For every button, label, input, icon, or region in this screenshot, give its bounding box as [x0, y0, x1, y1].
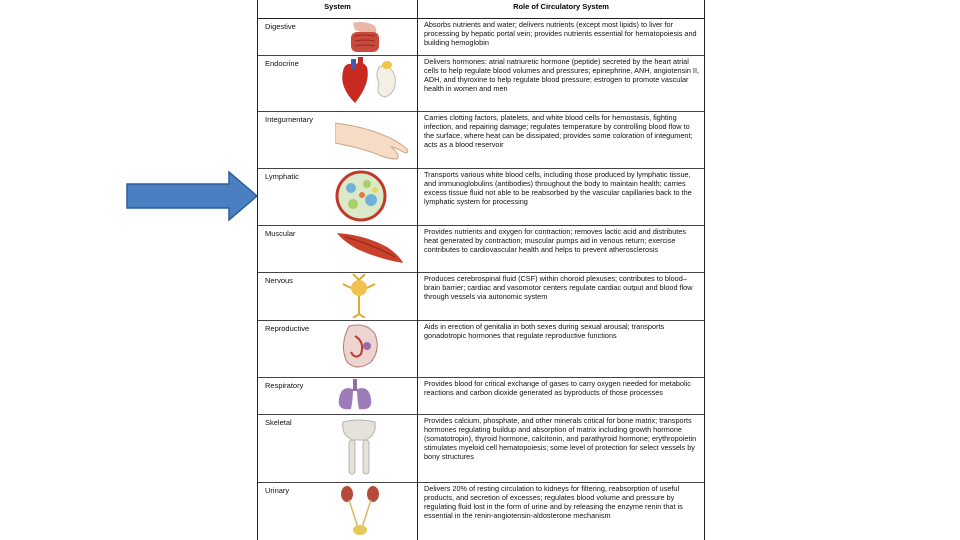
- system-name: Lymphatic: [265, 172, 299, 181]
- reproductive-organs-icon: [335, 322, 385, 376]
- role-description: Absorbs nutrients and water; delivers nutrients (except most lipids) to liver for processing by hepatic portal vein; provides nutrients essential for hematopoiesis and building hemoglobin: [424, 20, 697, 47]
- system-name: Integumentary: [265, 115, 313, 124]
- hand-skin-icon: [335, 113, 413, 165]
- table-row: [258, 482, 704, 540]
- system-name: Respiratory: [265, 381, 304, 390]
- neuron-icon: [335, 274, 385, 318]
- digestive-organs-icon: [335, 20, 395, 54]
- table-row: [258, 55, 704, 112]
- role-description: Produces cerebrospinal fluid (CSF) within choroid plexuses; contributes to blood–brain barrier; cardiac and vasomotor centers regulate cardiac output and blood flow through vessels via autonomic system: [424, 274, 693, 301]
- system-name: Nervous: [265, 276, 293, 285]
- system-name: Digestive: [265, 22, 296, 31]
- role-description: Carries clotting factors, platelets, and white blood cells for hemostasis, fighting infection, and repairing damage; regulates temperature by controlling blood flow to the surface, where heat can be dissipated; provides some coloration of integument; acts as a blood reservoir: [424, 113, 693, 149]
- table-row: [258, 18, 704, 56]
- role-description: Delivers 20% of resting circulation to kidneys for filtering, reabsorption of useful products, and secretion of excesses; regulates blood volume and pressure by regulating fluid lost in the form of urine and by releasing the enzyme renin that is essential in the renin-angiotensin-aldosterone mechanism: [424, 484, 683, 520]
- table-header: [258, 0, 704, 19]
- kidneys-bladder-icon: [335, 484, 385, 538]
- table-row: [258, 320, 704, 378]
- role-column-header: Role of Circulatory System: [513, 2, 609, 11]
- table-row: [258, 377, 704, 415]
- table-row: [258, 414, 704, 483]
- role-description: Provides blood for critical exchange of gases to carry oxygen needed for metabolic reactions and carbon dioxide generated as byproducts of those processes: [424, 379, 691, 397]
- table-row: [258, 272, 704, 321]
- role-description: Aids in erection of genitalia in both sexes during sexual arousal; transports gonadotropic hormones that regulate reproductive functions: [424, 322, 665, 340]
- lungs-icon: [335, 379, 375, 413]
- role-description: Provides calcium, phosphate, and other minerals critical for bone matrix; transports hormones regulating buildup and absorption of matrix including growth hormone (somatotropin), thyroid hormone, calcitonin, and parathyroid hormone; erythropoietin stimulates myeloid cell hematopoiesis; some level of protection for select vessels by bony structures: [424, 416, 697, 461]
- system-name: Muscular: [265, 229, 296, 238]
- table-row: [258, 168, 704, 226]
- system-name: Skeletal: [265, 418, 292, 427]
- circulatory-role-table: [257, 0, 705, 540]
- lymph-tissue-icon: [335, 170, 387, 222]
- table-row: [258, 225, 704, 273]
- muscle-icon: [335, 227, 405, 267]
- system-name: Endocrine: [265, 59, 299, 68]
- role-description: Provides nutrients and oxygen for contraction; removes lactic acid and distributes heat generated by contraction; muscular pumps aid in venous return; exercise contributes to cardiovascular health and helps to prevent atherosclerosis: [424, 227, 687, 254]
- role-description: Delivers hormones: atrial natriuretic hormone (peptide) secreted by the heart atrial cells to help regulate blood volumes and pressures; epinephrine, ANH, angiotensin II, ADH, and thyroxine to help regulate blood pressure; estrogen to promote vascular health in women and men: [424, 57, 700, 93]
- system-column-header: System: [258, 0, 418, 18]
- heart-and-kidney-icon: [335, 57, 407, 109]
- role-description: Transports various white blood cells, including those produced by lymphatic tissue, and immunoglobulins (antibodies) throughout the body to maintain health; carries excess tissue fluid not able to be reabsorbed by the vascular capillaries back to the lymphatic system for processing: [424, 170, 692, 206]
- pointer-arrow-icon: [125, 170, 259, 222]
- system-name: Reproductive: [265, 324, 310, 333]
- system-name: Urinary: [265, 486, 290, 495]
- table-row: [258, 111, 704, 169]
- skeleton-icon: [335, 416, 385, 478]
